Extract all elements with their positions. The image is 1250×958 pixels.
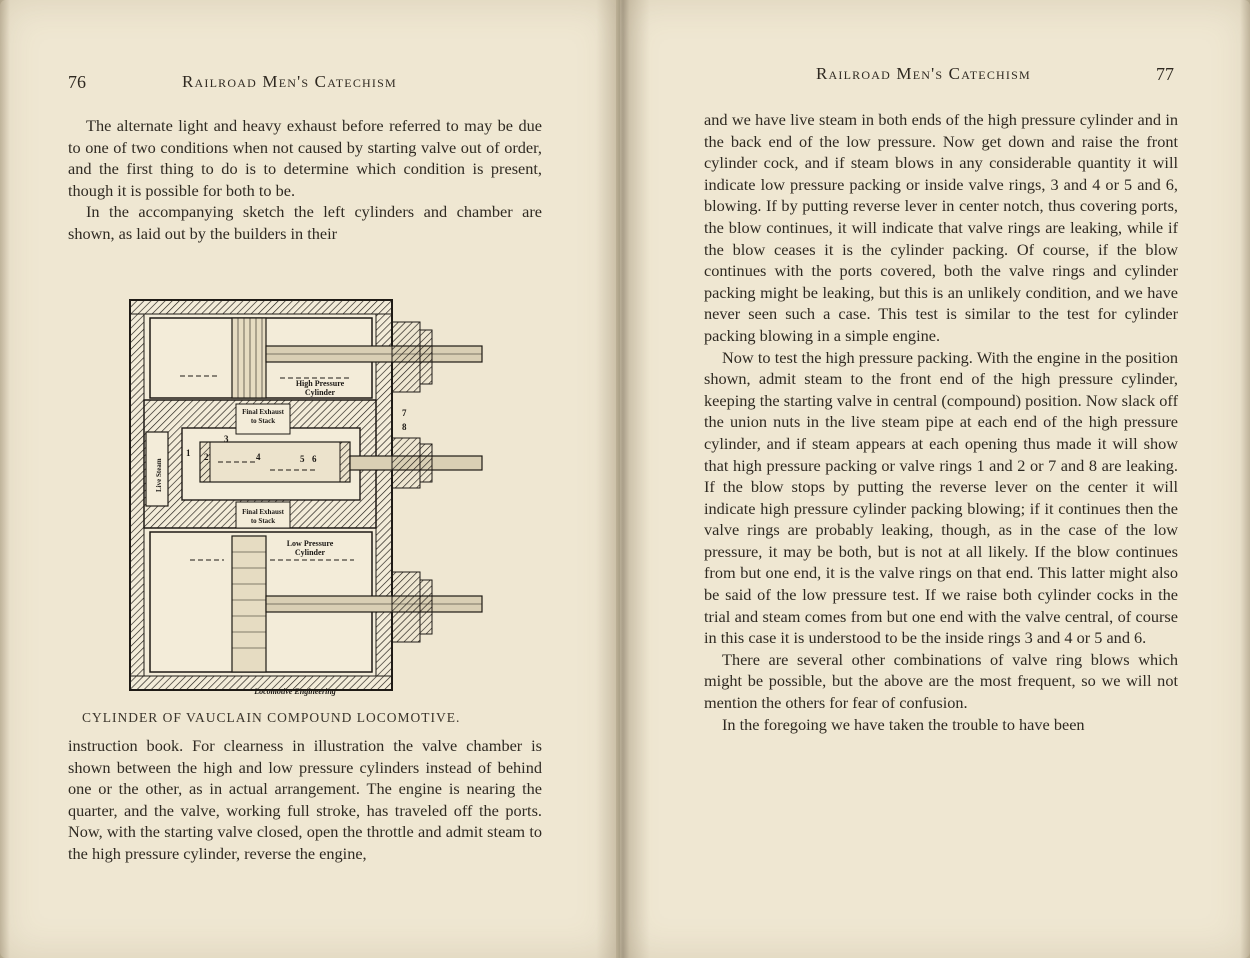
svg-text:7: 7: [402, 408, 407, 418]
svg-text:to Stack: to Stack: [250, 417, 276, 425]
svg-text:Low Pressure: Low Pressure: [286, 539, 334, 548]
svg-text:Final Exhaust: Final Exhaust: [242, 508, 284, 516]
left-running-head: Railroad Men's Catechism: [182, 72, 397, 91]
svg-text:Cylinder: Cylinder: [304, 388, 336, 397]
left-page-edge: [0, 0, 10, 958]
low-pressure-piston: [232, 536, 266, 672]
svg-text:Final Exhaust: Final Exhaust: [242, 408, 284, 416]
right-paragraph-4: In the foregoing we have taken the trouble to have been: [722, 714, 1085, 734]
svg-text:8: 8: [402, 422, 407, 432]
svg-text:High Pressure: High Pressure: [295, 379, 345, 388]
svg-text:Cylinder: Cylinder: [294, 548, 326, 557]
right-page-edge: [1240, 0, 1250, 958]
left-page-number: 76: [68, 72, 86, 92]
svg-text:to Stack: to Stack: [250, 517, 276, 525]
high-pressure-piston: [232, 318, 266, 398]
left-bottom-text: [68, 735, 542, 865]
live-steam-label: Live Steam: [155, 458, 163, 492]
left-paragraph-3: instruction book. For clearness in illustration the valve chamber is shown between the high and low pressure cylinders instead of behind one or the other, as in actual arrangement. The engine is nearing the quarter, and the valve, working full stroke, has traveled off the ports. Now, with the starting valve closed, open the throttle and admit steam to the high pressure cylinder, reverse the engine,: [68, 736, 542, 863]
svg-text:1: 1: [186, 448, 191, 458]
left-paragraph-1: The alternate light and heavy exhaust before referred to may be due to one of two conditions when not caused by starting valve out of order, and the first thing to do is to determine which condition is present, though it is possible for both to be.: [68, 116, 542, 200]
left-top-text: [68, 115, 542, 245]
cylinder-diagram: [120, 296, 490, 698]
figure-credit: Locomotive Engineering: [254, 687, 336, 696]
svg-text:6: 6: [312, 454, 317, 464]
cylinder-figure: [120, 296, 490, 698]
right-running-head: Railroad Men's Catechism: [816, 64, 1031, 83]
left-page: [0, 0, 616, 958]
right-text: [704, 109, 1178, 735]
svg-text:3: 3: [224, 434, 229, 444]
figure-caption: CYLINDER OF VAUCLAIN COMPOUND LOCOMOTIVE.: [82, 710, 461, 725]
right-paragraph-3: There are several other combinations of valve ring blows which might be possible, but the above are the most frequent, so we will not mention the others for fear of confusion.: [704, 649, 1178, 713]
right-paragraph-2: Now to test the high pressure packing. With the engine in the position shown, admit steam to the front end of the high pressure cylinder, keeping the starting valve in central (compound) position. Now slack off the union nuts in the live steam pipe at each end of the high pressure cylinder, and if steam appears at each opening thus made it will show that high pressure packing or valve rings 1 and 2 or 7 and 8 are leaking. If the blow stops by putting the reverse lever on the center it will indicate high pressure cylinder packing blowing; if it continues then the valve rings are probably leaking, though, as in the case of the low pressure, it may be both, but is not at all likely. If the blow continues from but one end, it is the valve rings on that end. This latter might also be said of the low pressure test. If we raise both cylinder cocks in the trial and steam comes from but one end with the valve central, of course in this case it is understood to be the inside rings 3 and 4 or 5 and 6.: [704, 347, 1178, 648]
right-paragraph-1: and we have live steam in both ends of the high pressure cylinder and in the back end of the low pressure. Now get down and raise the front cylinder cock, and if steam blows in any considerable quantity it will indicate low pressure packing or inside valve rings, 3 and 4 or 5 and 6, blowing. If by putting reverse lever in center notch, thus covering ports, the blow continues, it will indicate that valve rings are leaking, while if the blow ceases it is the cylinder packing. Of course, if the blow continues with the ports covered, both the valve rings and cylinder packing might be leaking, but this is an unlikely condition, and we have never seen such a case. This test is similar to the test for cylinder packing blowing in a simple engine.: [704, 110, 1178, 345]
svg-text:2: 2: [204, 452, 209, 462]
left-paragraph-2: In the accompanying sketch the left cylinders and chamber are shown, as laid out by the builders in their: [68, 202, 542, 243]
right-page: [620, 0, 1250, 958]
svg-text:5: 5: [300, 454, 305, 464]
svg-text:4: 4: [256, 452, 261, 462]
right-page-number: 77: [1156, 64, 1174, 84]
